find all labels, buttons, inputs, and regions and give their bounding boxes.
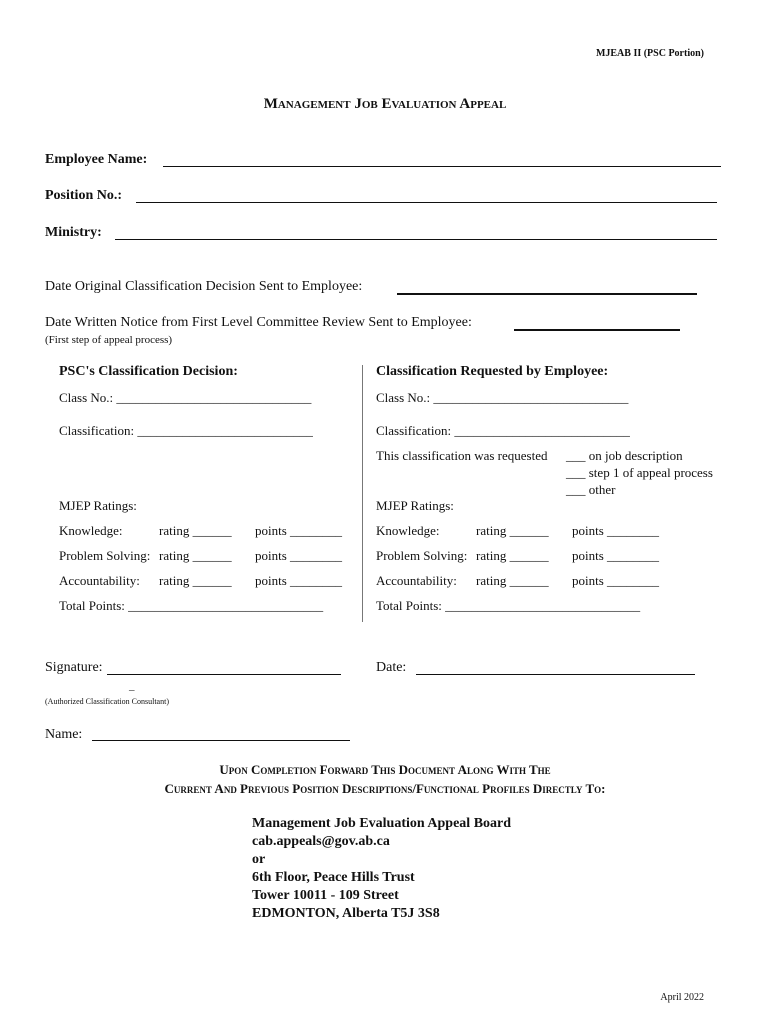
instructions-line-1: Upon Completion Forward This Document Along With The — [219, 762, 551, 777]
requested-accountability-label: Accountability: — [376, 573, 457, 588]
name-label: Name: — [45, 727, 83, 742]
date-written-field[interactable] — [514, 329, 680, 331]
psc-accountability-rating[interactable]: rating ______ — [159, 573, 232, 588]
employee-name-field[interactable] — [163, 166, 721, 167]
date-field[interactable] — [416, 674, 695, 675]
address-line-1: Management Job Evaluation Appeal Board — [252, 816, 512, 831]
requested-heading: Classification Requested by Employee: — [376, 364, 609, 379]
requested-problem-solving-label: Problem Solving: — [376, 548, 468, 563]
option-job-description[interactable]: ___ on job description — [566, 448, 683, 463]
name-field[interactable] — [92, 740, 350, 741]
psc-accountability-label: Accountability: — [59, 573, 140, 588]
consultant-note: (Authorized Classification Consultant) — [45, 697, 169, 706]
requested-total-points[interactable]: Total Points: ______________________________ — [376, 598, 641, 613]
psc-knowledge-label: Knowledge: — [59, 523, 123, 538]
psc-heading: PSC's Classification Decision: — [59, 364, 238, 379]
address-line-6: EDMONTON, Alberta T5J 3S8 — [252, 906, 440, 921]
psc-ratings-heading: MJEP Ratings: — [59, 498, 137, 513]
employee-name-label: Employee Name: — [45, 152, 148, 167]
ministry-label: Ministry: — [45, 225, 102, 240]
psc-knowledge-points[interactable]: points ________ — [255, 523, 343, 538]
position-no-field[interactable] — [136, 202, 717, 203]
psc-problem-solving-rating[interactable]: rating ______ — [159, 548, 232, 563]
option-step1[interactable]: ___ step 1 of appeal process — [566, 465, 713, 480]
requested-text: This classification was requested — [376, 448, 548, 463]
requested-class-no[interactable]: Class No.: ______________________________ — [376, 390, 629, 405]
requested-accountability-points[interactable]: points ________ — [572, 573, 660, 588]
footer-date: April 2022 — [660, 992, 704, 1003]
position-no-label: Position No.: — [45, 188, 122, 203]
column-divider — [362, 365, 363, 622]
address-line-5: Tower 10011 - 109 Street — [252, 888, 399, 903]
instructions-line-2: Current And Previous Position Descriptions/Functional Profiles Directly To: — [164, 781, 606, 796]
requested-knowledge-points[interactable]: points ________ — [572, 523, 660, 538]
ministry-field[interactable] — [115, 239, 717, 240]
psc-knowledge-rating[interactable]: rating ______ — [159, 523, 232, 538]
signature-label: Signature: — [45, 660, 103, 675]
requested-knowledge-rating[interactable]: rating ______ — [476, 523, 549, 538]
psc-problem-solving-label: Problem Solving: — [59, 548, 151, 563]
first-step-note: (First step of appeal process) — [45, 334, 173, 346]
requested-accountability-rating[interactable]: rating ______ — [476, 573, 549, 588]
address-line-4: 6th Floor, Peace Hills Trust — [252, 870, 415, 885]
requested-problem-solving-rating[interactable]: rating ______ — [476, 548, 549, 563]
psc-problem-solving-points[interactable]: points ________ — [255, 548, 343, 563]
requested-problem-solving-points[interactable]: points ________ — [572, 548, 660, 563]
date-written-label: Date Written Notice from First Level Committee Review Sent to Employee: — [45, 315, 472, 330]
address-email[interactable]: cab.appeals@gov.ab.ca — [252, 834, 390, 849]
signature-field[interactable] — [107, 674, 341, 675]
psc-accountability-points[interactable]: points ________ — [255, 573, 343, 588]
form-code: MJEAB II (PSC Portion) — [595, 48, 704, 59]
date-original-field[interactable] — [397, 293, 697, 295]
requested-ratings-heading: MJEP Ratings: — [376, 498, 454, 513]
page-title: Management Job Evaluation Appeal — [263, 96, 507, 112]
psc-class-no[interactable]: Class No.: ______________________________ — [59, 390, 312, 405]
signature-underscore: _ — [129, 680, 135, 692]
date-label: Date: — [376, 660, 407, 675]
psc-total-points[interactable]: Total Points: ______________________________ — [59, 598, 324, 613]
requested-knowledge-label: Knowledge: — [376, 523, 440, 538]
date-original-label: Date Original Classification Decision Sent to Employee: — [45, 279, 363, 294]
address-or: or — [252, 852, 266, 867]
psc-classification[interactable]: Classification: ___________________________ — [59, 423, 313, 438]
option-other[interactable]: ___ other — [566, 482, 616, 497]
requested-classification[interactable]: Classification: ___________________________ — [376, 423, 630, 438]
